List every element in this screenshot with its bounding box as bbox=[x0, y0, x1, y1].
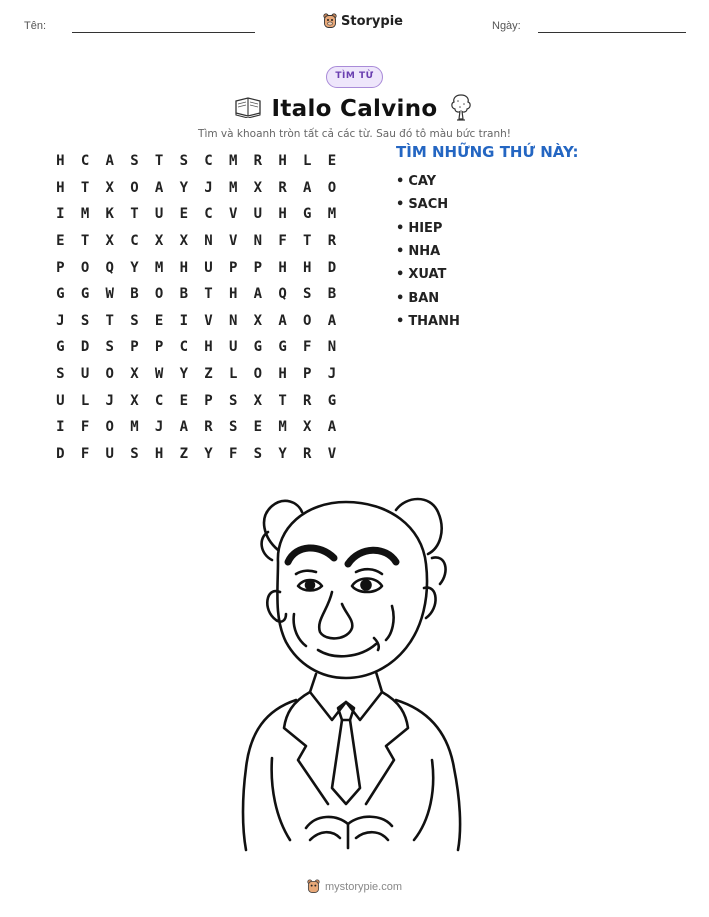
word-text: NHA bbox=[408, 244, 441, 260]
grid-letter[interactable]: A bbox=[303, 179, 312, 196]
grid-letter[interactable]: N bbox=[253, 233, 263, 250]
grid-row bbox=[48, 414, 344, 441]
grid-letter[interactable]: T bbox=[204, 286, 213, 303]
grid-letter[interactable]: Y bbox=[278, 445, 287, 462]
grid-letter[interactable]: F bbox=[228, 445, 238, 462]
grid-letter[interactable]: U bbox=[56, 392, 65, 409]
portrait-illustration bbox=[236, 488, 472, 854]
grid-letter[interactable]: Q bbox=[278, 286, 287, 303]
grid-letter[interactable]: E bbox=[253, 419, 263, 436]
footer bbox=[0, 879, 709, 894]
grid-letter[interactable]: J bbox=[327, 366, 337, 383]
grid-letter[interactable]: O bbox=[105, 366, 114, 383]
grid-letter[interactable]: D bbox=[327, 259, 337, 276]
grid-letter[interactable]: O bbox=[303, 312, 312, 329]
grid-letter[interactable]: T bbox=[105, 312, 114, 329]
grid-row bbox=[48, 308, 344, 335]
grid-letter[interactable]: L bbox=[303, 153, 312, 170]
grid-letter[interactable]: S bbox=[179, 153, 188, 170]
grid-letter[interactable]: S bbox=[253, 445, 263, 462]
grid-row bbox=[48, 201, 344, 228]
grid-letter[interactable]: N bbox=[228, 312, 238, 329]
grid-letter[interactable]: C bbox=[154, 392, 164, 409]
grid-letter[interactable]: T bbox=[80, 233, 90, 250]
grid-letter[interactable]: O bbox=[327, 179, 337, 196]
grid-row bbox=[48, 254, 344, 281]
word-search-grid bbox=[48, 148, 344, 467]
storypie-logo-icon bbox=[323, 13, 337, 29]
grid-letter[interactable]: M bbox=[154, 259, 164, 276]
grid-row bbox=[48, 361, 344, 388]
grid-row bbox=[48, 387, 344, 414]
bullet: • bbox=[396, 313, 405, 329]
word-search-badge: TÌM TỪ bbox=[326, 66, 383, 88]
grid-letter[interactable]: W bbox=[154, 366, 164, 383]
grid-letter[interactable]: H bbox=[303, 259, 312, 276]
grid-letter[interactable]: G bbox=[303, 206, 312, 223]
grid-letter[interactable]: D bbox=[56, 445, 65, 462]
grid-letter[interactable]: V bbox=[228, 233, 238, 250]
brand-name: Storypie bbox=[341, 13, 403, 29]
date-label: Ngày: bbox=[492, 20, 521, 32]
grid-letter[interactable]: P bbox=[130, 339, 139, 356]
grid-letter[interactable]: M bbox=[228, 153, 238, 170]
grid-letter[interactable]: C bbox=[204, 206, 213, 223]
name-label: Tên: bbox=[24, 20, 47, 32]
grid-letter[interactable]: X bbox=[105, 179, 114, 196]
grid-letter[interactable]: S bbox=[130, 153, 139, 170]
grid-letter[interactable]: P bbox=[303, 366, 312, 383]
grid-letter[interactable]: B bbox=[327, 286, 337, 303]
grid-letter[interactable]: G bbox=[80, 286, 90, 303]
grid-letter[interactable]: Y bbox=[204, 445, 213, 462]
grid-letter[interactable]: S bbox=[228, 392, 238, 409]
grid-letter[interactable]: P bbox=[154, 339, 164, 356]
grid-letter[interactable]: X bbox=[253, 179, 263, 196]
grid-letter[interactable]: H bbox=[278, 259, 287, 276]
grid-letter[interactable]: H bbox=[179, 259, 188, 276]
grid-letter[interactable]: S bbox=[105, 339, 114, 356]
grid-letter[interactable]: J bbox=[105, 392, 114, 409]
grid-letter[interactable]: X bbox=[253, 392, 263, 409]
grid-letter[interactable]: O bbox=[105, 419, 114, 436]
grid-letter[interactable]: M bbox=[278, 419, 287, 436]
word-list-item bbox=[396, 217, 460, 240]
grid-letter[interactable]: U bbox=[204, 259, 213, 276]
grid-row bbox=[48, 175, 344, 202]
word-list-item bbox=[396, 263, 460, 286]
grid-letter[interactable]: H bbox=[278, 206, 287, 223]
footer-url[interactable]: mystorypie.com bbox=[324, 880, 403, 893]
bullet: • bbox=[396, 174, 405, 190]
grid-row bbox=[48, 148, 344, 175]
grid-letter[interactable]: R bbox=[204, 419, 213, 436]
grid-letter[interactable]: M bbox=[228, 179, 238, 196]
grid-letter[interactable]: E bbox=[154, 312, 164, 329]
grid-letter[interactable]: H bbox=[154, 445, 164, 462]
grid-letter[interactable]: H bbox=[56, 179, 65, 196]
grid-letter[interactable]: R bbox=[327, 233, 337, 250]
grid-letter[interactable]: R bbox=[303, 445, 312, 462]
grid-letter[interactable]: S bbox=[56, 366, 65, 383]
grid-letter[interactable]: F bbox=[80, 419, 90, 436]
grid-letter[interactable]: P bbox=[56, 259, 65, 276]
grid-letter[interactable]: M bbox=[327, 206, 337, 223]
bullet: • bbox=[396, 220, 405, 236]
grid-letter[interactable]: P bbox=[228, 259, 238, 276]
word-text: HIEP bbox=[408, 220, 443, 236]
grid-letter[interactable]: C bbox=[204, 153, 213, 170]
tree-icon bbox=[449, 92, 473, 122]
grid-letter[interactable]: G bbox=[253, 339, 263, 356]
grid-letter[interactable]: F bbox=[303, 339, 312, 356]
grid-letter[interactable]: S bbox=[130, 312, 139, 329]
grid-letter[interactable]: V bbox=[228, 206, 238, 223]
grid-letter[interactable]: A bbox=[154, 179, 164, 196]
grid-letter[interactable]: U bbox=[80, 366, 90, 383]
grid-row bbox=[48, 281, 344, 308]
grid-letter[interactable]: H bbox=[204, 339, 213, 356]
grid-letter[interactable]: O bbox=[130, 179, 139, 196]
grid-letter[interactable]: G bbox=[327, 392, 337, 409]
grid-letter[interactable]: B bbox=[179, 286, 188, 303]
grid-letter[interactable]: T bbox=[278, 392, 287, 409]
grid-letter[interactable]: H bbox=[278, 153, 287, 170]
grid-letter[interactable]: O bbox=[154, 286, 164, 303]
grid-letter[interactable]: S bbox=[303, 286, 312, 303]
page-title: Italo Calvino bbox=[271, 96, 438, 122]
grid-letter[interactable]: F bbox=[80, 445, 90, 462]
grid-letter[interactable]: Y bbox=[179, 366, 188, 383]
bullet: • bbox=[396, 244, 405, 260]
grid-letter[interactable]: X bbox=[105, 233, 114, 250]
word-list-item bbox=[396, 310, 460, 333]
grid-letter[interactable]: R bbox=[253, 153, 263, 170]
grid-letter[interactable]: X bbox=[130, 366, 139, 383]
word-text: XUAT bbox=[408, 267, 447, 283]
grid-letter[interactable]: J bbox=[154, 419, 164, 436]
grid-letter[interactable]: D bbox=[80, 339, 90, 356]
grid-letter[interactable]: A bbox=[105, 153, 114, 170]
grid-letter[interactable]: K bbox=[105, 206, 114, 223]
grid-letter[interactable]: I bbox=[56, 206, 65, 223]
grid-letter[interactable]: X bbox=[179, 233, 188, 250]
grid-letter[interactable]: N bbox=[327, 339, 337, 356]
grid-letter[interactable]: T bbox=[303, 233, 312, 250]
grid-letter[interactable]: T bbox=[154, 153, 164, 170]
grid-letter[interactable]: V bbox=[327, 445, 337, 462]
grid-letter[interactable]: G bbox=[56, 339, 65, 356]
grid-letter[interactable]: U bbox=[154, 206, 164, 223]
date-line bbox=[538, 32, 686, 33]
instructions: Tìm và khoanh tròn tất cả các từ. Sau đó tô màu bức tranh! bbox=[198, 128, 511, 140]
grid-letter[interactable]: A bbox=[327, 312, 337, 329]
grid-letter[interactable]: Y bbox=[130, 259, 139, 276]
grid-letter[interactable]: A bbox=[327, 419, 337, 436]
grid-letter[interactable]: U bbox=[228, 339, 238, 356]
grid-letter[interactable]: R bbox=[278, 179, 287, 196]
grid-letter[interactable]: H bbox=[278, 366, 287, 383]
grid-letter[interactable]: X bbox=[303, 419, 312, 436]
word-list-item bbox=[396, 286, 460, 309]
grid-letter[interactable]: Y bbox=[179, 179, 188, 196]
grid-letter[interactable]: P bbox=[204, 392, 213, 409]
grid-letter[interactable]: Z bbox=[204, 366, 213, 383]
grid-letter[interactable]: T bbox=[130, 206, 139, 223]
grid-letter[interactable]: S bbox=[228, 419, 238, 436]
grid-letter[interactable]: G bbox=[278, 339, 287, 356]
grid-letter[interactable]: C bbox=[179, 339, 188, 356]
grid-letter[interactable]: Q bbox=[105, 259, 114, 276]
grid-letter[interactable]: H bbox=[228, 286, 238, 303]
grid-letter[interactable]: X bbox=[154, 233, 164, 250]
bullet: • bbox=[396, 197, 405, 213]
grid-letter[interactable]: S bbox=[130, 445, 139, 462]
grid-letter[interactable]: W bbox=[105, 286, 114, 303]
grid-letter[interactable]: X bbox=[130, 392, 139, 409]
grid-letter[interactable]: Z bbox=[179, 445, 188, 462]
grid-row bbox=[48, 441, 344, 468]
grid-letter[interactable]: B bbox=[130, 286, 139, 303]
grid-letter[interactable]: L bbox=[80, 392, 90, 409]
grid-letter[interactable]: M bbox=[80, 206, 90, 223]
word-list-title: TÌM NHỮNG THỨ NÀY: bbox=[396, 143, 579, 161]
grid-letter[interactable]: A bbox=[253, 286, 263, 303]
word-list-item bbox=[396, 240, 460, 263]
grid-letter[interactable]: X bbox=[253, 312, 263, 329]
grid-letter[interactable]: F bbox=[278, 233, 287, 250]
grid-letter[interactable]: M bbox=[130, 419, 139, 436]
grid-letter[interactable]: A bbox=[179, 419, 188, 436]
grid-letter[interactable]: G bbox=[56, 286, 65, 303]
grid-letter[interactable]: P bbox=[253, 259, 263, 276]
grid-letter[interactable]: S bbox=[80, 312, 90, 329]
grid-letter[interactable]: C bbox=[130, 233, 139, 250]
storypie-logo-icon bbox=[307, 879, 320, 894]
bullet: • bbox=[396, 267, 405, 283]
grid-letter[interactable]: N bbox=[204, 233, 213, 250]
grid-letter[interactable]: O bbox=[80, 259, 90, 276]
grid-letter[interactable]: U bbox=[253, 206, 263, 223]
grid-letter[interactable]: E bbox=[327, 153, 337, 170]
grid-letter[interactable]: E bbox=[179, 206, 188, 223]
word-list-item bbox=[396, 193, 460, 216]
grid-letter[interactable]: A bbox=[278, 312, 287, 329]
grid-row bbox=[48, 228, 344, 255]
name-line bbox=[72, 32, 255, 33]
bullet: • bbox=[396, 290, 405, 306]
word-list bbox=[396, 170, 460, 333]
word-text: THANH bbox=[408, 313, 460, 329]
grid-letter[interactable]: T bbox=[80, 179, 90, 196]
word-text: CAY bbox=[408, 174, 437, 190]
grid-letter[interactable]: U bbox=[105, 445, 114, 462]
word-text: BAN bbox=[408, 290, 440, 306]
grid-letter[interactable]: I bbox=[56, 419, 65, 436]
word-list-item bbox=[396, 170, 460, 193]
grid-letter[interactable]: I bbox=[179, 312, 188, 329]
grid-letter[interactable]: V bbox=[204, 312, 213, 329]
grid-letter[interactable]: R bbox=[303, 392, 312, 409]
grid-row bbox=[48, 334, 344, 361]
brand-logo bbox=[323, 13, 403, 29]
grid-letter[interactable]: O bbox=[253, 366, 263, 383]
grid-letter[interactable]: H bbox=[56, 153, 65, 170]
grid-letter[interactable]: L bbox=[228, 366, 238, 383]
grid-letter[interactable]: J bbox=[204, 179, 213, 196]
grid-letter[interactable]: E bbox=[56, 233, 65, 250]
word-text: SACH bbox=[408, 197, 449, 213]
grid-letter[interactable]: C bbox=[80, 153, 90, 170]
grid-letter[interactable]: J bbox=[56, 312, 65, 329]
grid-letter[interactable]: E bbox=[179, 392, 188, 409]
